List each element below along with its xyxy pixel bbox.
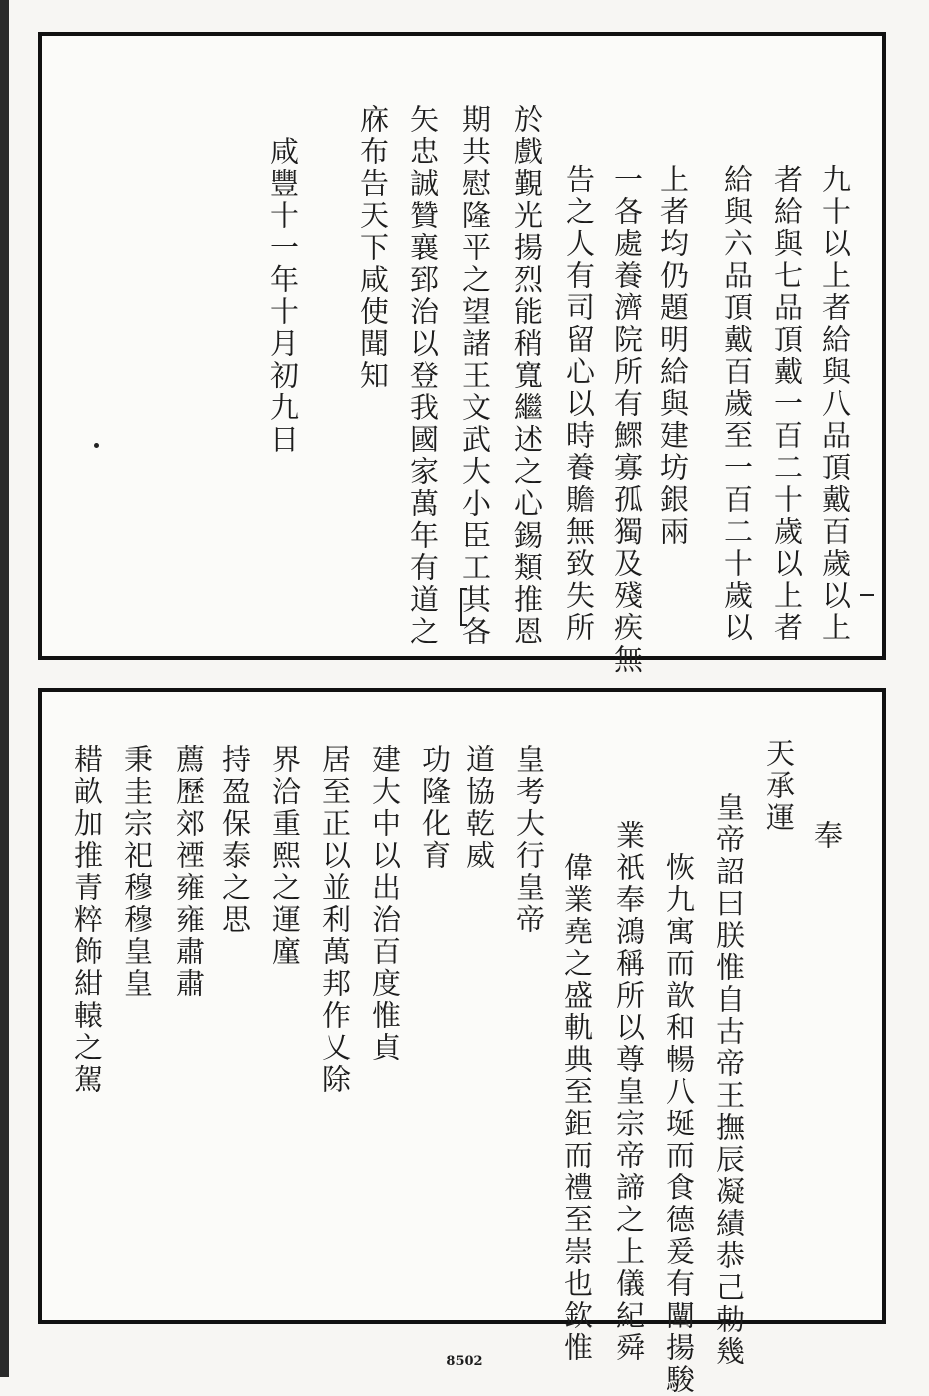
date-column: 咸豐十一年十月初九日: [266, 136, 300, 456]
text-column: 皇考大行皇帝: [512, 744, 546, 936]
text-column: 者給與七品頂戴一百二十歲以上者: [770, 164, 804, 644]
ink-dot: [94, 443, 99, 448]
text-column: 持盈保泰之思: [218, 744, 252, 936]
margin-mark: [860, 594, 874, 596]
text-column: 耤畝加推青粹飾紺轅之駕: [70, 744, 104, 1096]
text-column: 業祇奉鴻稱所以尊皇宗帝諦之上儀紀舜: [612, 820, 646, 1364]
text-column: 庥布告天下咸使聞知: [356, 104, 390, 392]
text-column: 薦歷郊禋雍雍肅肅: [172, 744, 206, 1000]
upper-document-panel: [38, 32, 886, 676]
text-column: 秉圭宗祀穆穆皇皇: [120, 744, 154, 1000]
heading-column: 天承運: [762, 738, 796, 834]
text-column: 告之人有司留心以時養贍無致失所: [562, 164, 596, 644]
heading-column: 奉: [810, 820, 844, 852]
text-column: 居至正以並利萬邦作乂除: [318, 744, 352, 1096]
text-column: 偉業堯之盛軌典至鉅而禮至崇也欽惟: [560, 852, 594, 1364]
text-column: 道協乾威: [462, 744, 496, 872]
text-column: 建大中以出治百度惟貞: [368, 744, 402, 1064]
book-binding-edge: [0, 0, 9, 1377]
text-column: 皇帝詔曰朕惟自古帝王撫辰凝績恭己勅幾: [712, 792, 746, 1368]
text-column: 期共慰隆平之望諸王文武大小臣工其各: [458, 104, 492, 648]
text-column: 九十以上者給與八品頂戴百歲以上: [818, 164, 852, 644]
text-bracket: [460, 588, 467, 626]
text-column: 功隆化育: [418, 744, 452, 872]
text-column: 界洽重熙之運廑: [268, 744, 302, 968]
text-column: 一各處養濟院所有鰥寡孤獨及殘疾無: [610, 164, 644, 676]
text-column: 恢九寓而歆和暢八埏而食德爰有闡揚駿: [662, 852, 696, 1396]
text-column: 矢忠誠贊襄郅治以登我國家萬年有道之: [406, 104, 440, 648]
text-column: 給與六品頂戴百歲至一百二十歲以: [720, 164, 754, 644]
page-number: 8502: [446, 1354, 483, 1369]
text-column: 上者均仍題明給與建坊銀兩: [656, 164, 690, 548]
text-column: 於戲覲光揚烈能稍寬繼述之心錫類推恩: [510, 104, 544, 648]
